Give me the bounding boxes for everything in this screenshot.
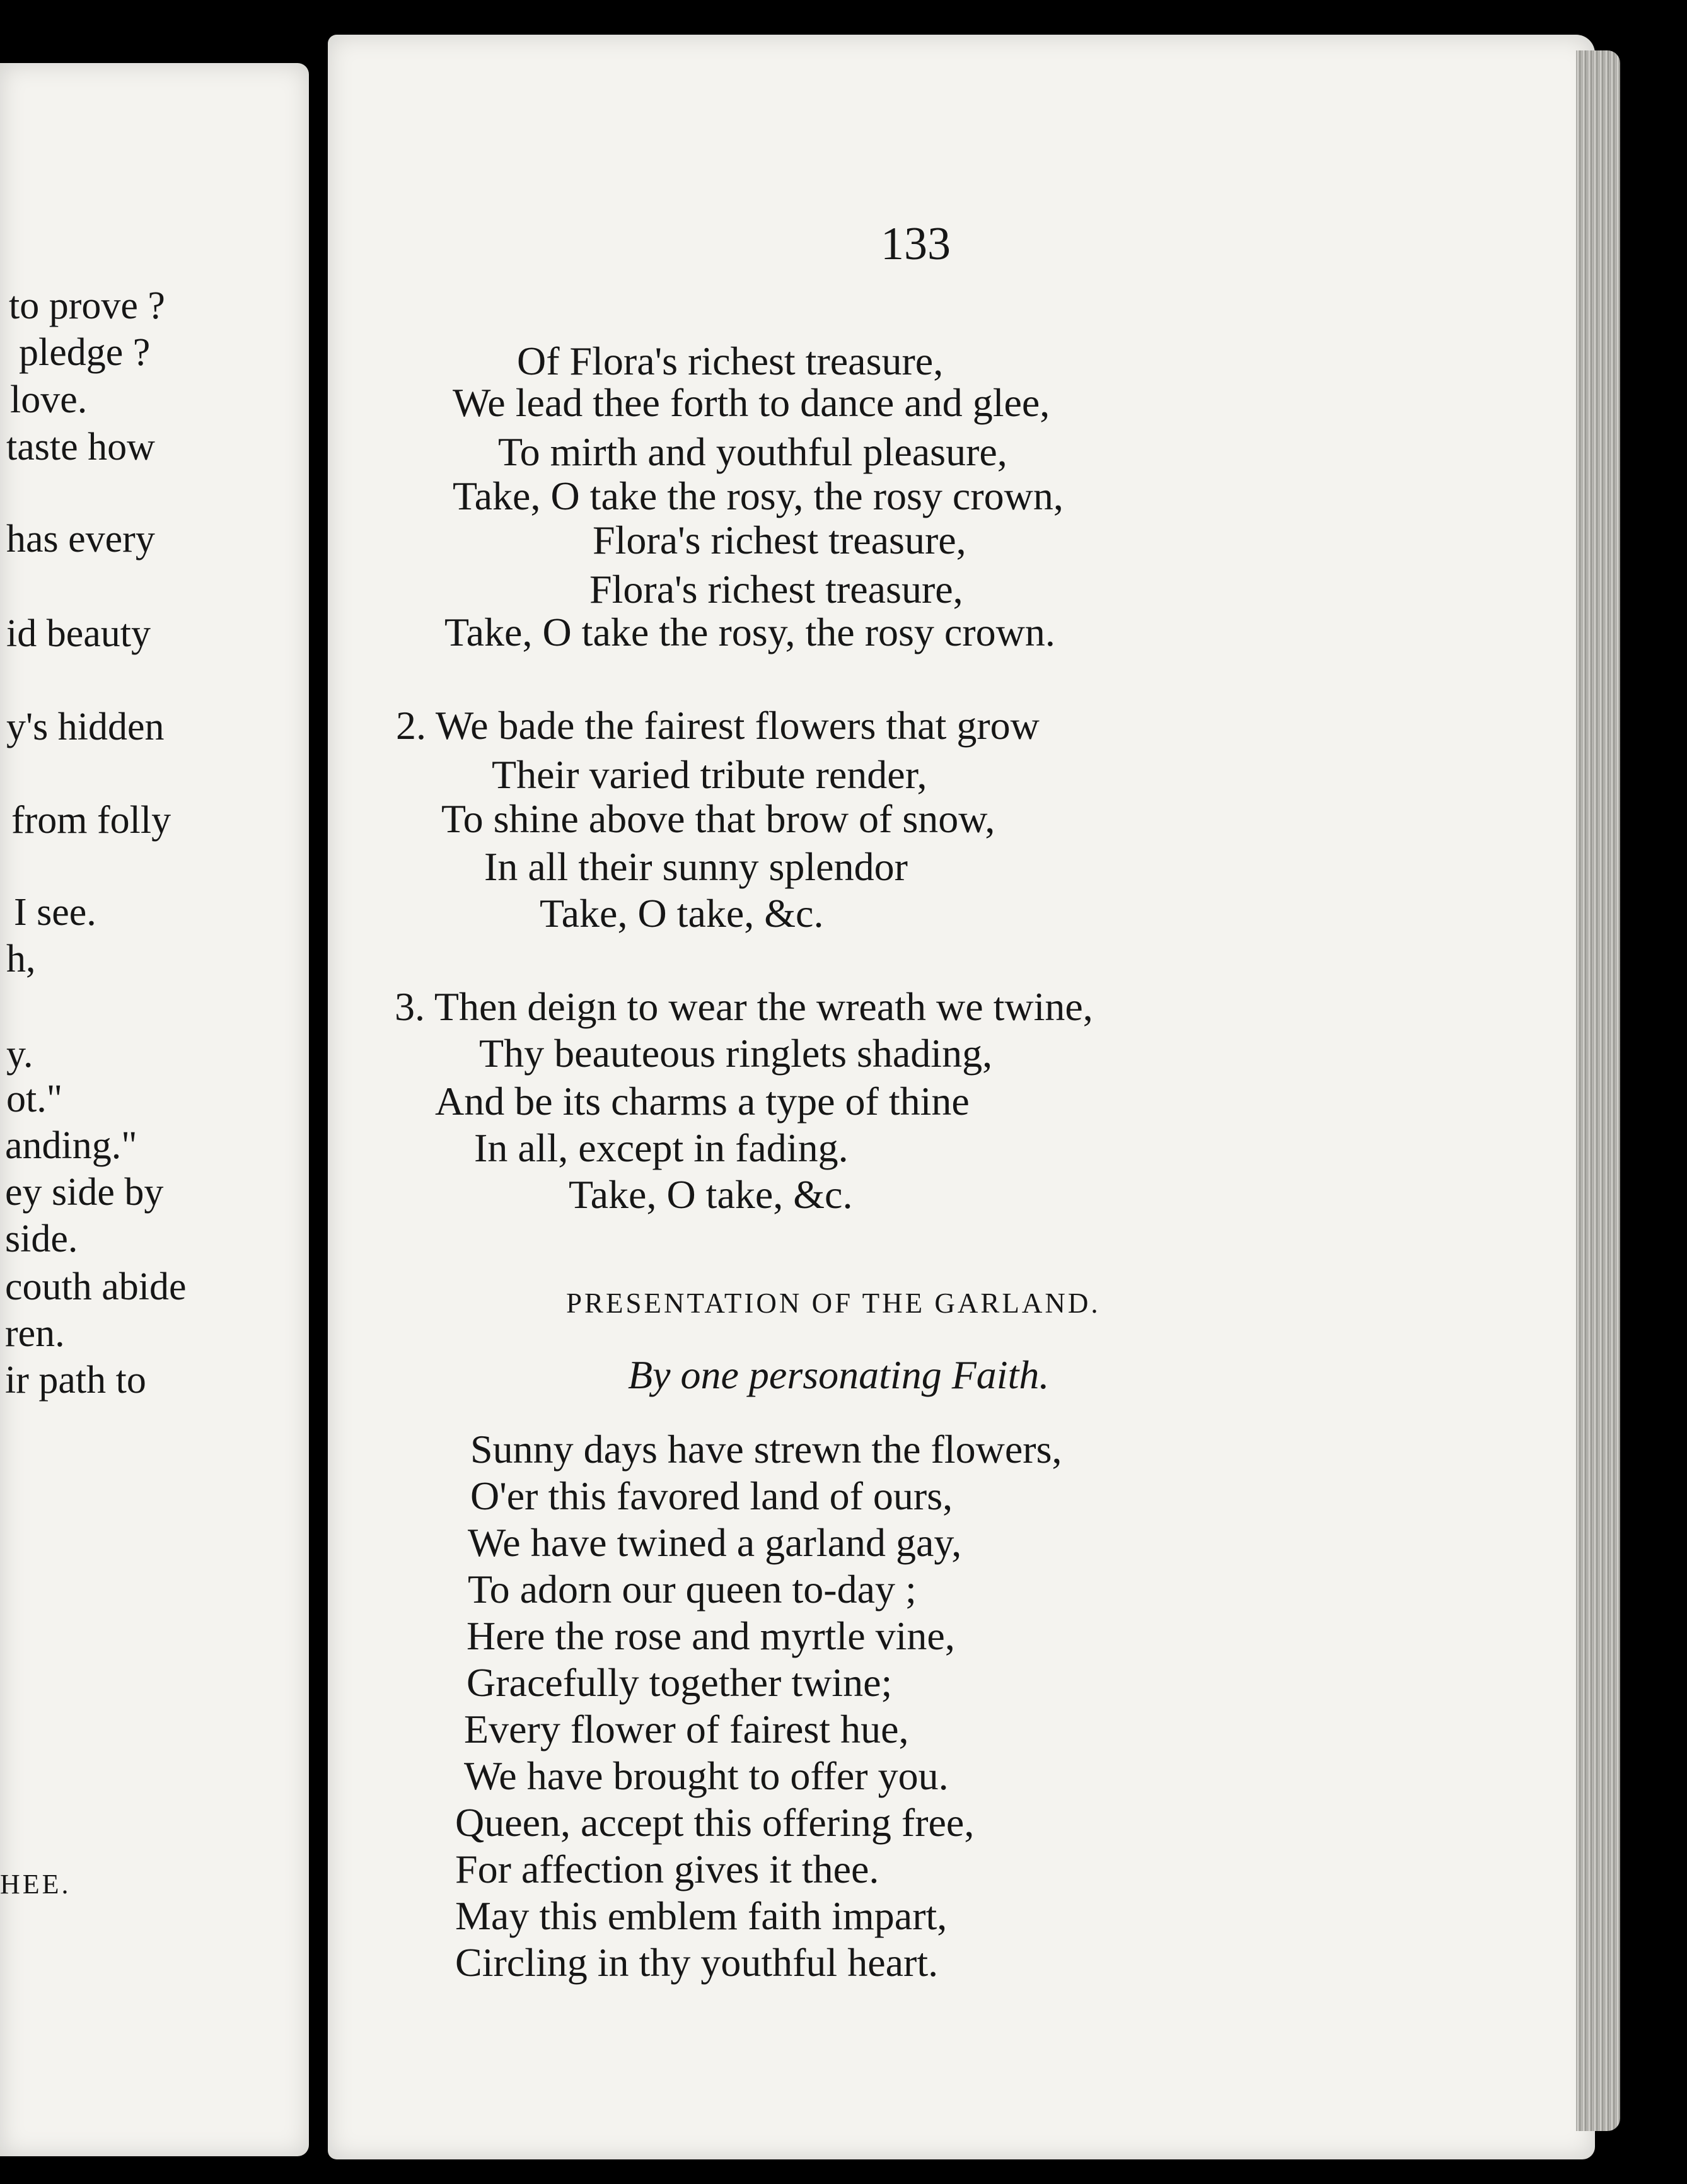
verse-line: In all, except in fading. [474,1125,849,1170]
left-page-line: I see. [14,891,96,934]
verse-line: 3. Then deign to wear the wreath we twine, [395,984,1093,1029]
verse-line: Take, O take, &c. [569,1172,853,1217]
left-page-line: y's hidden [6,706,165,748]
poem-line: O'er this favored land of ours, [470,1473,953,1518]
section-subheading: By one personating Faith. [628,1352,1050,1397]
left-page-line: from folly [11,799,171,842]
left-page-line: to prove ? [9,284,165,327]
verse-line: Their varied tribute render, [492,752,927,797]
verse-line: And be its charms a type of thine [435,1079,970,1124]
poem-line: Here the rose and myrtle vine, [467,1613,955,1658]
left-page-line: pledge ? [19,331,151,374]
left-page-line: ot." [6,1077,63,1120]
poem-line: Gracefully together twine; [467,1660,893,1705]
poem-line: May this emblem faith impart, [455,1893,948,1938]
left-page-line: anding." [5,1124,137,1167]
verse-line: 2. We bade the fairest flowers that grow [396,703,1040,748]
verse-line: Thy beauteous ringlets shading, [479,1031,993,1076]
left-page-line: taste how [6,426,155,468]
poem-line: We have twined a garland gay, [468,1520,962,1565]
section-heading: PRESENTATION OF THE GARLAND. [566,1287,1101,1319]
left-page-line: has every [6,518,155,561]
left-page-line: ir path to [5,1359,146,1402]
verse-line: Flora's richest treasure, [593,518,966,562]
left-page-line: love. [10,378,88,421]
poem-line: Circling in thy youthful heart. [455,1940,939,1985]
poem-line: To adorn our queen to-day ; [468,1567,917,1612]
left-page-line: h, [6,938,36,980]
poem-line: Sunny days have strewn the flowers, [470,1427,1062,1472]
left-page-line: id beauty [6,612,151,655]
verse-line: Take, O take, &c. [540,891,824,936]
verse-line: To shine above that brow of snow, [441,796,995,841]
verse-line: To mirth and youthful pleasure, [498,429,1007,474]
page-edge [1576,50,1620,2131]
left-page-line: couth abide [5,1265,187,1308]
left-page-line: ey side by [5,1171,164,1214]
verse-line: In all their sunny splendor [484,844,908,889]
verse-line: Flora's richest treasure, [589,567,963,612]
poem-line: Queen, accept this offering free, [455,1800,975,1845]
left-page-line: y. [6,1033,33,1076]
poem-line: Every flower of fairest hue, [464,1707,909,1751]
poem-line: For affection gives it thee. [455,1847,879,1891]
verse-line: Take, O take the rosy, the rosy crown, [453,473,1064,518]
verse-line: Of Flora's richest treasure, [517,339,944,383]
left-page-line: side. [5,1217,78,1260]
page-number: 133 [881,218,951,270]
poem-line: We have brought to offer you. [464,1753,949,1798]
left-page-line: HEE. [0,1869,71,1900]
verse-line: Take, O take the rosy, the rosy crown. [444,610,1055,654]
verse-line: We lead thee forth to dance and glee, [453,380,1050,425]
left-page-line: ren. [5,1312,65,1355]
